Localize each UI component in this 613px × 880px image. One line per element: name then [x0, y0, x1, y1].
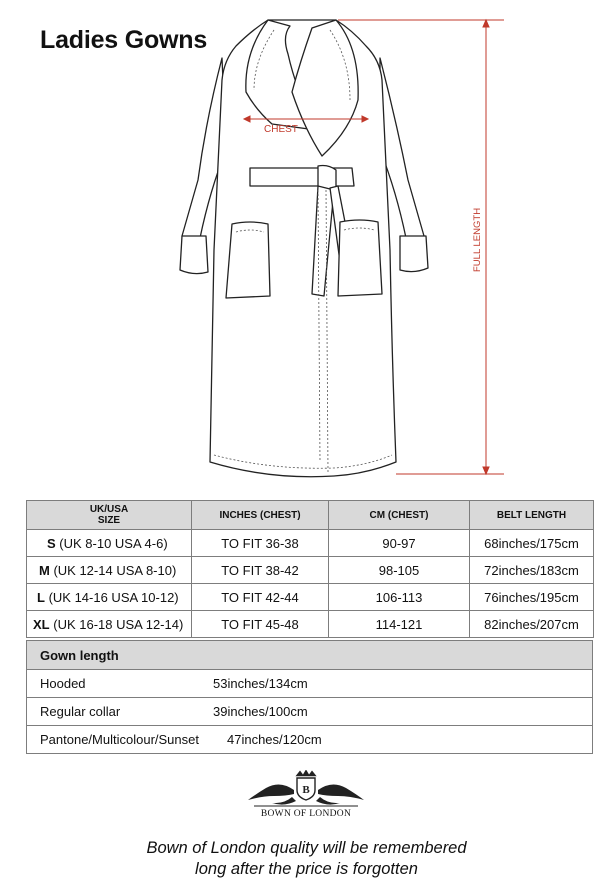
- size-cell: XL (UK 16-18 USA 12-14): [27, 611, 192, 638]
- logo-monogram: B: [302, 784, 310, 796]
- header-size: UK/USA SIZE: [27, 501, 192, 530]
- size-table-header: [27, 501, 594, 530]
- size-cell: M (UK 12-14 USA 8-10): [27, 557, 192, 584]
- tagline-line-2: long after the price is forgotten: [195, 860, 418, 878]
- table-row: [27, 557, 594, 584]
- gown-length-value: 39inches/100cm: [213, 704, 308, 719]
- cm-cell: 90-97: [329, 530, 470, 557]
- list-item: [27, 698, 593, 726]
- belt-cell: 68inches/175cm: [470, 530, 594, 557]
- size-cell: S (UK 8-10 USA 4-6): [27, 530, 192, 557]
- left-pocket: [226, 222, 270, 298]
- right-cuff: [400, 236, 428, 272]
- gown-length-table: [26, 640, 593, 754]
- left-cuff: [180, 236, 208, 274]
- table-row: [27, 611, 594, 638]
- inches-cell: TO FIT 36-38: [192, 530, 329, 557]
- right-pocket: [338, 220, 382, 296]
- gown-length-cell: [27, 726, 593, 754]
- cm-cell: 98-105: [329, 557, 470, 584]
- inches-cell: TO FIT 38-42: [192, 557, 329, 584]
- inches-cell: TO FIT 45-48: [192, 611, 329, 638]
- gown-length-header: Gown length: [27, 641, 593, 670]
- size-table: [26, 500, 594, 638]
- belt-knot: [318, 166, 336, 190]
- header-inches: INCHES (CHEST): [192, 501, 329, 530]
- belt: [250, 168, 354, 186]
- belt-cell: 72inches/183cm: [470, 557, 594, 584]
- inches-cell: TO FIT 42-44: [192, 584, 329, 611]
- full-length-label: FULL LENGTH: [472, 207, 483, 272]
- table-row: [27, 530, 594, 557]
- gown-length-value: 47inches/120cm: [227, 732, 322, 747]
- header-cm: CM (CHEST): [329, 501, 470, 530]
- brand-logo: [244, 770, 368, 828]
- gown-length-value: 53inches/134cm: [213, 676, 308, 691]
- gown-length-header-row: [27, 641, 593, 670]
- gown-length-cell: [27, 698, 593, 726]
- size-cell: L (UK 14-16 USA 10-12): [27, 584, 192, 611]
- table-row: [27, 584, 594, 611]
- cm-cell: 106-113: [329, 584, 470, 611]
- header-belt: BELT LENGTH: [470, 501, 594, 530]
- belt-cell: 76inches/195cm: [470, 584, 594, 611]
- list-item: [27, 726, 593, 754]
- list-item: [27, 670, 593, 698]
- belt-cell: 82inches/207cm: [470, 611, 594, 638]
- tagline-line-1: Bown of London quality will be remembered: [146, 839, 467, 857]
- chest-label: CHEST: [264, 124, 298, 135]
- brand-name: BOWN OF LONDON: [260, 809, 352, 819]
- cm-cell: 114-121: [329, 611, 470, 638]
- gown-length-name: Regular collar: [40, 704, 121, 719]
- gown-length-cell: [27, 670, 593, 698]
- page-title: Ladies Gowns: [40, 26, 208, 54]
- gown-length-name: Pantone/Multicolour/Sunset: [40, 732, 199, 747]
- gown-length-name: Hooded: [40, 676, 86, 691]
- tagline: [0, 838, 613, 880]
